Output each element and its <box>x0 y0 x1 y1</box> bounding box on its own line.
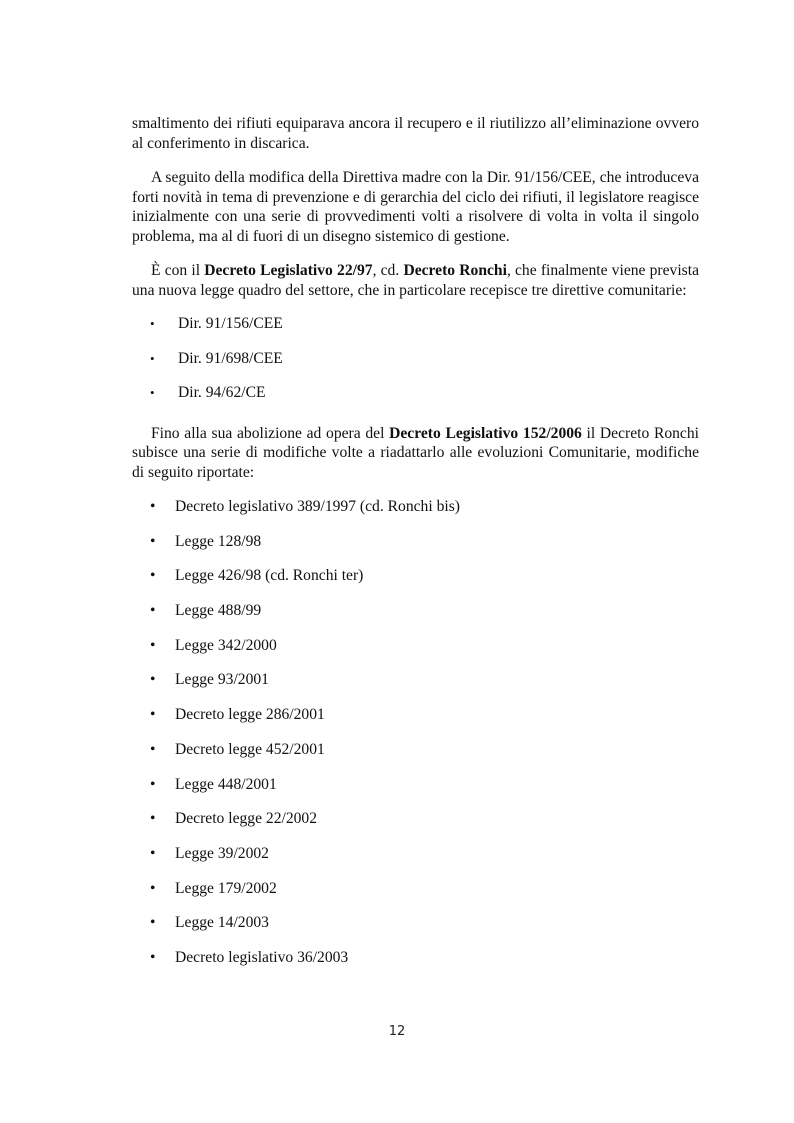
bullet-icon: • <box>150 385 155 400</box>
list-item-text: Decreto legislativo 36/2003 <box>175 948 349 966</box>
bullet-icon: • <box>150 844 156 862</box>
bullet-icon: • <box>150 671 156 689</box>
bullet-icon: • <box>150 350 155 366</box>
bullet-icon: • <box>150 914 156 932</box>
bullet-icon: • <box>150 498 156 515</box>
list-item <box>132 497 699 532</box>
paragraph-abolition <box>132 424 699 483</box>
list-item <box>132 913 699 948</box>
bullet-icon: • <box>150 636 156 654</box>
text-segment: Fino alla sua abolizione ad opera del <box>151 424 390 442</box>
list-item-text: Decreto legge 286/2001 <box>175 706 325 724</box>
list-item <box>132 879 699 914</box>
page-body <box>132 114 699 983</box>
list-item <box>132 705 699 740</box>
list-item <box>132 948 699 983</box>
list-item <box>132 636 699 671</box>
bold-decreto-legislativo-22-97: Decreto Legislativo 22/97 <box>204 262 373 279</box>
list-item-text: Legge 93/2001 <box>175 671 269 689</box>
text-segment: È con il <box>151 262 205 279</box>
list-item-text: Dir. 91/698/CEE <box>178 349 283 367</box>
list-item-text: Decreto legge 22/2002 <box>175 810 318 828</box>
text-segment: , cd. <box>372 262 404 279</box>
list-item-text: Legge 426/98 (cd. Ronchi ter) <box>175 567 364 585</box>
laws-list <box>132 497 699 983</box>
list-item-text: Legge 488/99 <box>175 602 262 620</box>
list-item <box>132 775 699 810</box>
list-item <box>132 670 699 705</box>
paragraph-directive-modification: A seguito della modifica della Direttiva madre con la Dir. 91/156/CEE, che introduceva forti novità in tema di prevenzione e di gerarchia del ciclo dei rifiuti, il legislatore reagisce inizialmente con una serie di provvedimenti volti a risolvere di volta in volta il singolo problema, ma al di fuori di un disegno sistemico di gestione. <box>132 169 699 245</box>
bullet-icon: • <box>150 775 156 793</box>
list-item <box>132 844 699 879</box>
bullet-icon: • <box>150 602 156 620</box>
text-segment: il Decreto Ronchi subisce una serie di modifiche volte a riadattarlo alle evoluzioni Comunitarie, modifiche di seguito riportate: <box>132 424 699 481</box>
list-item-text: Dir. 91/156/CEE <box>178 315 283 332</box>
list-item-text: Legge 14/2003 <box>175 914 269 932</box>
bullet-icon: • <box>150 740 156 758</box>
page-number: 12 <box>388 1024 406 1039</box>
list-item-text: Decreto legislativo 389/1997 (cd. Ronchi bis) <box>175 498 460 515</box>
list-item-text: Legge 128/98 <box>175 532 262 550</box>
list-item <box>132 566 699 601</box>
list-item <box>132 349 699 384</box>
list-item <box>132 314 699 349</box>
list-item <box>132 532 699 567</box>
bullet-icon: • <box>150 567 156 585</box>
list-item <box>132 809 699 844</box>
paragraph-continuation: smaltimento dei rifiuti equiparava ancora il recupero e il riutilizzo all’eliminazione ovvero al conferimento in discarica. <box>132 115 699 152</box>
bullet-icon: • <box>150 810 156 828</box>
directives-list <box>132 314 699 418</box>
bullet-icon: • <box>150 948 156 966</box>
list-item <box>132 601 699 636</box>
list-item <box>132 383 699 418</box>
list-item-text: Legge 342/2000 <box>175 636 277 654</box>
bold-decreto-legislativo-152-2006: Decreto Legislativo 152/2006 <box>389 424 582 442</box>
list-item-text: Legge 448/2001 <box>175 775 277 793</box>
list-item-text: Dir. 94/62/CE <box>178 384 266 401</box>
bullet-icon: • <box>150 316 155 331</box>
bullet-icon: • <box>150 532 156 550</box>
text-segment: , che finalmente viene prevista una nuova legge quadro del settore, che in particolare recepisce tre direttive comunitarie: <box>132 262 699 299</box>
list-item-text: Decreto legge 452/2001 <box>175 740 325 758</box>
list-item-text: Legge 39/2002 <box>175 844 269 862</box>
list-item <box>132 740 699 775</box>
bullet-icon: • <box>150 879 156 897</box>
bold-decreto-ronchi: Decreto Ronchi <box>403 262 507 279</box>
bullet-icon: • <box>150 706 156 724</box>
list-item-text: Legge 179/2002 <box>175 879 277 897</box>
paragraph-decreto-ronchi <box>132 261 699 300</box>
